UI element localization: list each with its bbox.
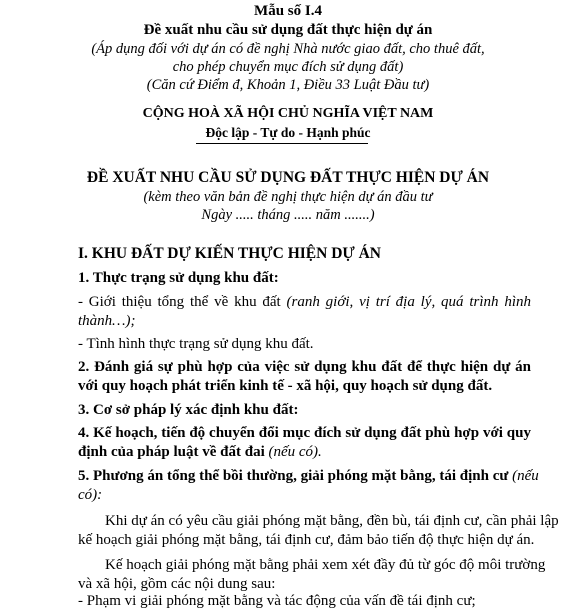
item4-line2-bold: định của pháp luật về đất đai	[78, 444, 269, 460]
item3-heading: 3. Cơ sở pháp lý xác định khu đất:	[78, 402, 299, 418]
para1-line2: kế hoạch giải phóng mặt bằng, tái định cư, đảm bảo tiến độ thực hiện dự án.	[78, 532, 535, 548]
document-title: ĐỀ XUẤT NHU CẦU SỬ DỤNG ĐẤT THỰC HIỆN DỰ ÁN	[86, 169, 490, 186]
item5-italic-a: (nếu	[512, 468, 539, 484]
legal-basis-note: (Căn cứ Điểm đ, Khoản 1, Điều 33 Luật Đầu tư)	[146, 77, 430, 93]
item2-line1: 2. Đánh giá sự phù hợp của việc sử dụng khu đất để thực hiện dự án	[78, 359, 531, 375]
apply-note-line1: (Áp dụng đối với dự án có đề nghị Nhà nước giao đất, cho thuê đất,	[91, 41, 485, 57]
bullet-clearance-scope: - Phạm vi giải phóng mặt bằng và tác động của vấn đề tái định cư;	[78, 593, 476, 609]
item1-bullet-a-text: - Giới thiệu tổng thể về khu đất	[78, 294, 287, 310]
item1-bullet-a-italic: (ranh giới, vị trí địa lý, quá trình hình	[286, 294, 531, 310]
section-heading: I. KHU ĐẤT DỰ KIẾN THỰC HIỆN DỰ ÁN	[78, 245, 381, 262]
document-date: Ngày ..... tháng ..... năm .......)	[201, 207, 375, 223]
para1-line1: Khi dự án có yêu cầu giải phóng mặt bằng, đền bù, tái định cư, cần phải lập	[105, 513, 559, 529]
apply-note-line2: cho phép chuyển mục đích sử dụng đất)	[172, 59, 404, 75]
item4-line2-italic: (nếu có).	[268, 444, 322, 460]
para2-line2: và xã hội, gồm các nội dung sau:	[78, 576, 276, 592]
item5-bold: 5. Phương án tổng thể bồi thường, giải phóng mặt bằng, tái định cư	[78, 468, 513, 484]
national-motto: Độc lập - Tự do - Hạnh phúc	[205, 125, 371, 140]
item2-line2: với quy hoạch phát triển kinh tế - xã hội, quy hoạch sử dụng đất.	[78, 378, 493, 394]
item5-italic-b: có):	[78, 487, 103, 503]
para2-line1: Kế hoạch giải phóng mặt bằng phải xem xét đầy đủ từ góc độ môi trường	[105, 557, 546, 573]
item4-line2	[78, 444, 322, 461]
item1-heading: 1. Thực trạng sử dụng khu đất:	[78, 270, 279, 286]
item5-line1	[78, 468, 539, 485]
form-number: Mẫu số I.4	[254, 3, 322, 19]
national-heading: CỘNG HOÀ XÃ HỘI CHỦ NGHĨA VIỆT NAM	[142, 106, 434, 121]
motto-underline	[196, 143, 368, 144]
item1-bullet-a	[78, 294, 531, 311]
item1-bullet-a-cont: thành…);	[78, 313, 136, 329]
form-title: Đề xuất nhu cầu sử dụng đất thực hiện dự án	[143, 22, 433, 38]
item4-line1: 4. Kế hoạch, tiến độ chuyển đổi mục đích sử dụng đất phù hợp với quy	[78, 425, 531, 441]
item1-bullet-b: - Tình hình thực trạng sử dụng khu đất.	[78, 336, 314, 352]
document-subtitle: (kèm theo văn bản đề nghị thực hiện dự án đầu tư	[143, 189, 433, 205]
